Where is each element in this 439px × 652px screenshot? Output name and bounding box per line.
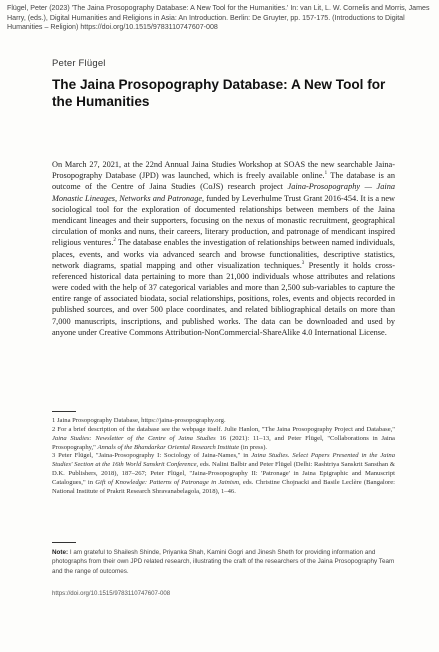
body-text-5: Presently it holds cross-referenced historical data pertaining to more than 21,000 individuals whose attributes and relations were coded with the help of 37 categorical variables and more than 2,500 sub-variables to capture the entire range of associated biodata, social relationships, positions, roles, events and objects recorded in published sources, and over 500 place coordinates, and related bibliographical details on more than 7,000 manuscripts, inscriptions, and published works. The data can be downloaded and used by anyone under Creative Commons Attribution-NonCommercial-ShareAlike 4.0 International License. [52, 260, 395, 337]
body-text-2: The database is an outcome of the Centre of Jaina Studies (CoJS) research project [52, 171, 395, 192]
body-paragraph [52, 159, 395, 338]
footnote-ref-3[interactable]: 3 [301, 260, 305, 266]
footnote-ref-2[interactable]: 2 [113, 238, 116, 244]
body-text-3: , funded by Leverhulme Trust Grant 2016-454. It is a new sociological tool for the exploration of documented relationships between members of the Jaina mendicant lineages and their supporters, focusing on the nexus of monastic recruitment, geographical circulation of monks and nuns, their careers, literary production, and patronage of mendicant inspired religious ventures. [52, 193, 395, 248]
note-label: Note: [52, 549, 69, 556]
body-text-4: The database enables the investigation of relationships between named individuals, places, events, and works via advanced search and browse functionalities, descriptive statistics, network diagrams, spatial mapping and other visualization techniques. [52, 238, 395, 270]
footnote-text: , eds. Nalini Balbir and Peter Flügel (Delhi: Rashtriya Sanskrit Sansthan & D.K. Publishers, 2018), 187–267; Peter Flügel, "Jaina-Prosopography II: 'Patronage' in Jaina Epigraphic and Manuscript Catalogues," in [52, 461, 395, 486]
footnote-italic: Jaina Studies. Select Papers Presented in the Jaina Studies' Section at the 16th World Sanskrit Conference [52, 452, 395, 469]
footnote-text: 16 (2021): 11–13, and Peter Flügel, "Collaborations in Jaina Prosopography," [52, 434, 395, 451]
note-text: I am grateful to Shailesh Shinde, Priyanka Shah, Kamini Gogri and Jinesh Sheth for providing information and photographs from their own JPD related research, illustrating the craft of the researchers of the Jaina Prosopography Team and the range of outcomes. [52, 549, 395, 575]
body-text-1: On March 27, 2021, at the 22nd Annual Jaina Studies Workshop at SOAS the new searchable Jaina-Prosopography Database (JPD) was launched, which is freely available online. [52, 160, 395, 181]
footnote-text: Peter Flügel, "Jaina-Prosopography I: Sociology of Jaina-Names," in [55, 452, 252, 460]
doi-link[interactable]: https://doi.org/10.1515/9783110747607-008 [52, 590, 171, 597]
note-divider [52, 542, 76, 543]
footnote-text: For a brief description of the database see the webpage itself. Julie Hanlon, "The Jaina Prosopography Project and Database," [55, 425, 395, 433]
footnote-3 [52, 452, 395, 496]
footnote-number: 2 [52, 425, 56, 433]
footnote-italic: Gift of Knowledge: Patterns of Patronage in Jainism [95, 478, 239, 486]
footnote-ref-1[interactable]: 1 [324, 171, 328, 177]
footnote-italic: Annals of the Bhandarkar Oriental Research Institute [97, 443, 240, 451]
footnote-text: Jaina Prosopography Database, https://jaina-prosopography.org. [55, 417, 226, 424]
author-name: Peter Flügel [52, 58, 106, 69]
footnote-2 [52, 426, 395, 453]
footnote-number: 3 [52, 452, 56, 460]
footnote-text: (in press). [239, 443, 268, 451]
article-title: The Jaina Prosopography Database: A New Tool for the Humanities [52, 77, 386, 109]
acknowledgement-note [52, 548, 395, 576]
project-title: Jaina-Prosopography — Jaina Monastic Lineages, Networks and Patronage [52, 182, 395, 203]
footnote-divider [52, 411, 76, 412]
footnote-1 [52, 417, 395, 426]
footnote-italic: Jaina Studies: Newsletter of the Centre of Jaina Studies [52, 434, 216, 442]
footnotes [52, 417, 395, 497]
footnote-text: , eds. Christine Chojnacki and Basile Leclère (Bangalore: National Institute of Prakrit Research Shravanabelagola, 2018), 1–46. [52, 478, 396, 495]
footnote-number: 1 [52, 417, 56, 424]
citation-header: Flügel, Peter (2023) 'The Jaina Prosopography Database: A New Tool for the Humanities.' In: van Lit, L. W. Cornelis and Morris, James Harry, (eds.), Digital Humanities and Religions in Asia: An Introduction. Berlin: De Gruyter, pp. 157-175. (Introductions to Digital Humanities – Religion) https://doi.org/10.1515/9783110747607-008 [7, 4, 430, 32]
